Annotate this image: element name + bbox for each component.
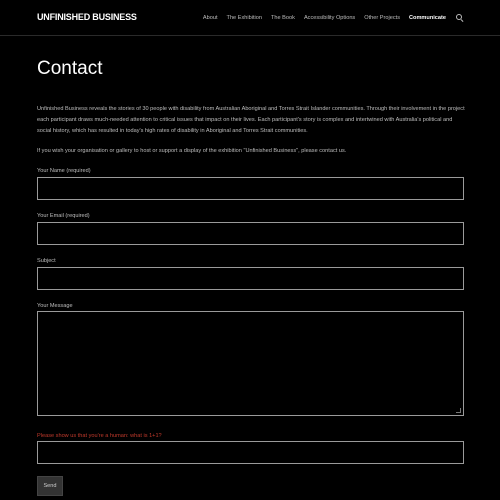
main-nav [194, 0, 464, 36]
nav-item-communicate[interactable]: Communicate [409, 15, 446, 21]
site-logo[interactable]: UNFINISHED BUSINESS [37, 12, 137, 22]
nav-item-about[interactable]: About [202, 15, 218, 21]
search-icon[interactable] [456, 14, 464, 22]
subject-field[interactable] [37, 267, 464, 290]
nav-item-book[interactable]: The Book [270, 15, 295, 21]
intro-paragraph: Unfinished Business reveals the stories of 30 people with disability from Australian Aboriginal and Torres Strait Islander communities. Through their involvement in the project each participant draws much-needed attention to critical issues that impact on their lives. Each participant's story is complex and intertwined with Australia's political and social history, which has resulted in today's high rates of disability in Aboriginal and Torres Strait communities. [37, 106, 465, 134]
subject-label: Subject [37, 258, 56, 264]
resize-handle[interactable] [456, 408, 461, 413]
nav-item-other-projects[interactable]: Other Projects [364, 15, 400, 21]
captcha-label: Please show us that you're a human: what is 1+1? [37, 433, 162, 439]
contact-paragraph: If you wish your organisation or gallery to host or support a display of the exhibition "Unfinished Business", please contact us. [37, 148, 347, 154]
message-field[interactable] [37, 311, 464, 416]
name-field[interactable] [37, 177, 464, 200]
send-button[interactable]: Send [37, 476, 63, 496]
nav-item-exhibition[interactable]: The Exhibition [226, 15, 262, 21]
message-label: Your Message [37, 303, 73, 309]
name-label: Your Name (required) [37, 168, 91, 174]
nav-item-accessibility[interactable]: Accessibility Options [303, 15, 356, 21]
email-label: Your Email (required) [37, 213, 90, 219]
page-title: Contact [37, 58, 103, 79]
site-header [0, 0, 500, 36]
captcha-field[interactable] [37, 441, 464, 464]
email-field[interactable] [37, 222, 464, 245]
